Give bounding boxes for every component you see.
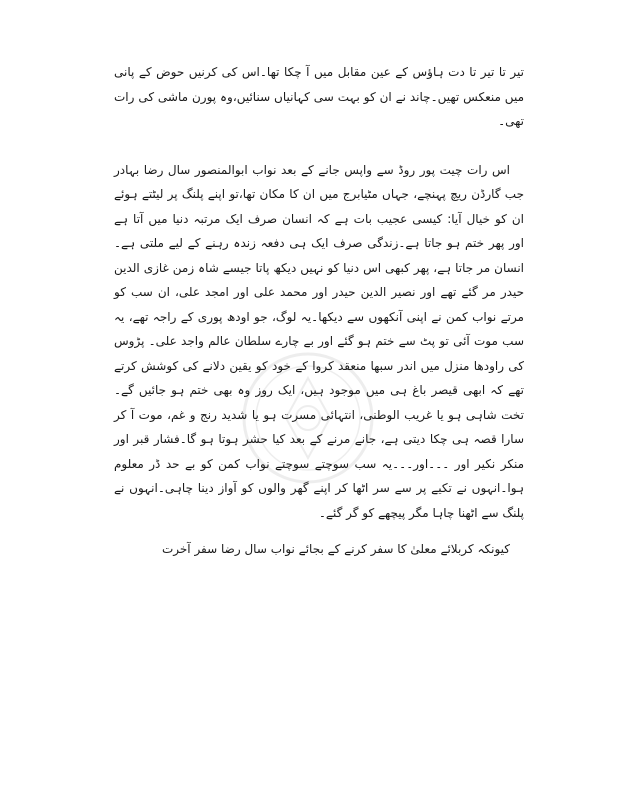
paragraph-3: کیونکہ کربلائے معلیٰ کا سفر کرنے کے بجائے نواب سال رضا سفر آخرت (161, 542, 510, 556)
paragraph-2: اس رات چیت پور روڈ سے واپس جانے کے بعد نواب ابوالمنصور سال رضا بہادر جب گارڈن ریچ پہنچے، جہاں مٹیابرج میں ان کا مکان تھا،تو اپنے پلنگ پر لیٹتے ہوئے ان کو خیال آیا: کیسی عجیب بات ہے کہ انسان صرف ایک مرتبہ دنیا میں آتا ہے اور پھر ختم ہو جاتا ہے۔زندگی صرف ایک ہی دفعہ زندہ رہنے کے لیے ملتی ہے۔انسان مر جاتا ہے، پھر کبھی اس دنیا کو نہیں دیکھ پاتا جیسے شاہ زمن غازی الدین حیدر مر گئے تھے اور نصیر الدین حیدر اور محمد علی اور امجد علی، ان سب کو مرتے نواب کمن نے اپنی آنکھوں سے دیکھا۔یہ لوگ، جو اودھ پوری کے راجہ تھے، یہ سب موت آئی تو پٹ سے ختم ہو گئے اور بے چارے سلطان عالم واجد علی۔ پڑوس کی راودھا منزل میں اندر سبھا منعقد کروا کے خود کو یقین دلانے کی کوشش کرتے تھے کہ ابھی قیصر باغ ہی میں موجود ہیں، ایک روز وہ بھی ختم ہو جائیں گے۔تخت شاہی ہو یا غریب الوطنی، انتہائی مسرت ہو یا شدید رنج و غم، موت آ کر سارا قصہ ہی چکا دیتی ہے، جانے مرنے کے بعد کیا حشر ہوتا ہو گا۔فشار قبر اور منکر نکیر اور ۔۔۔اور۔۔۔یہ سب سوچتے سوچتے نواب کمن کو بے حد ڈر معلوم ہوا۔انہوں نے تکیے پر سے سر اٹھا کر اپنے گھر والوں کو آواز دینا چاہی۔انہوں نے پلنگ سے اٹھنا چاہا مگر پیچھے کو گر گئے۔ (114, 162, 524, 520)
paragraph-1: تیر تا تیر تا دت ہاؤس کے عین مقابل میں آ چکا تھا۔اس کی کرنیں حوض کے پانی میں منعکس تھیں۔چاند نے ان کو بہت سی کہانیاں سنائیں،وہ پورن ماشی کی رات تھی۔ (114, 65, 524, 128)
urdu-text-body (114, 60, 524, 562)
